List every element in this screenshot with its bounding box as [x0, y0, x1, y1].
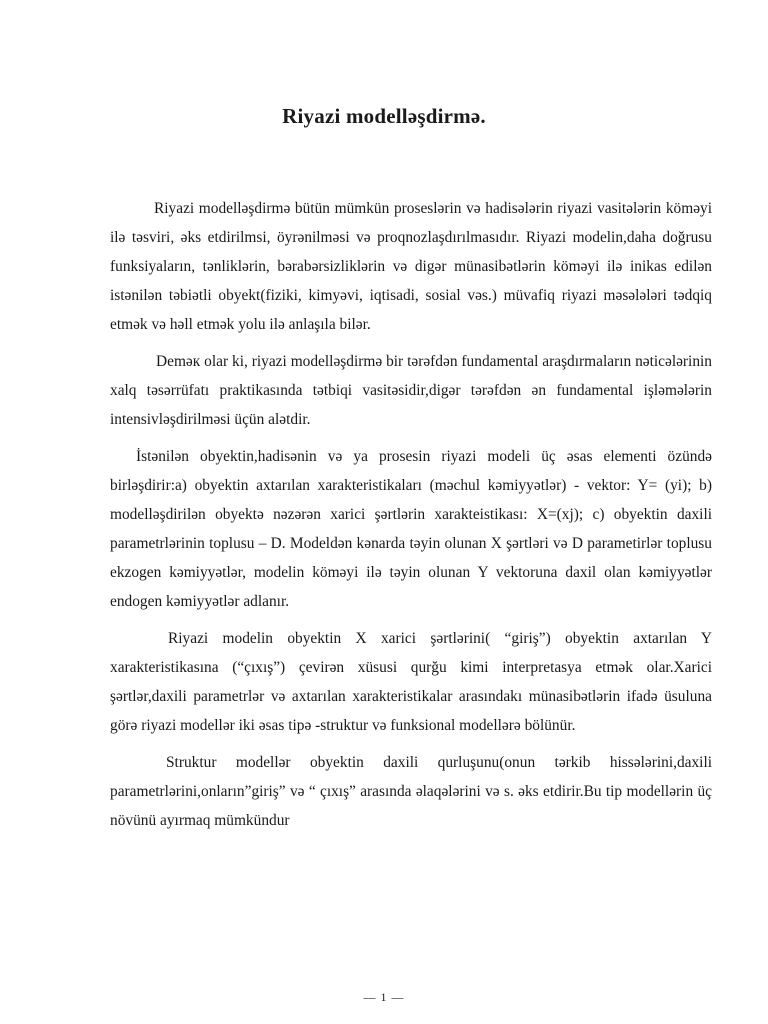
document-title: Riyazi modelləşdirmə. [282, 104, 486, 128]
paragraph-5: Struktur modellər obyektin daxili qurluşunu(onun tərkib hissələrini,daxili parametrlərini,onların”giriş” və “ çıxış” arasında əlaqələrini və s. əks etdirir.Bu tip modellərin üç növünü ayırmaq mümkündur [110, 754, 712, 829]
paragraph-1: Riyazi modelləşdirmə bütün mümkün proseslərin və hadisələrin riyazi vasitələrin köməyi ilə təsviri, əks etdirilmsi, öyrənilməsi və proqnozlaşdırılmasıdır. Riyazi modelin,daha doğrusu funksiyaların, tənliklərin, bərabərsizliklərin və digər münasibətlərin köməyi ilə inikas edilən istənilən təbiətli obyekt(fiziki, kimyəvi, iqtisadi, sosial vəs.) müvafiq riyazi məsələləri tədqiq etmək və həll etmək yolu ilə anlaşıla bilər. [110, 200, 712, 333]
paragraph-2: Deməк olar ki, riyazi modelləşdirmə bir tərəfdən fundamental araşdırmaların nəticələrinin xalq təsərrüfatı praktikasında tətbiqi vasitəsidir,digər tərəfdən ən fundamental işləmələrin intensivləşdirilməsi üçün alətdir. [110, 353, 712, 428]
page-number: — 1 — [363, 990, 405, 1004]
paragraph-4: Riyazi modelin obyektin X xarici şərtlərini( “giriş”) obyektin axtarılan Y xarakteristikasına (“çıxış”) çevirən xüsusi qurğu kimi interpretasya etmək olar.Xarici şərtlər,daxili parametrlər və axtarılan xarakteristikalar arasındakı münasibətlərin ifadə üsuluna görə riyazi modellər iki əsas tipə -struktur və funksional modellərə bölünür. [110, 630, 712, 734]
document-body [110, 194, 712, 835]
paragraph-3: İstənilən obyektin,hadisənin və ya prosesin riyazi modeli üç əsas elementi özündə birləşdirir:a) obyektin axtarılan xarakteristikaları (məchul kəmiyyətlər) - vektor: Y= (yi); b) modelləşdirilən obyektə nəzərən xarici şərtlərin xarakteistikası: X=(xj); c) obyektin daxili parametrlərinin toplusu – D. Modeldən kənarda təyin olunan X şərtləri və D parametirlər toplusu ekzogen kəmiyyətlər, modelin köməyi ilə təyin olunan Y vektoruna daxil olan kəmiyyətlər endogen kəmiyyətlər adlanır. [110, 448, 712, 610]
